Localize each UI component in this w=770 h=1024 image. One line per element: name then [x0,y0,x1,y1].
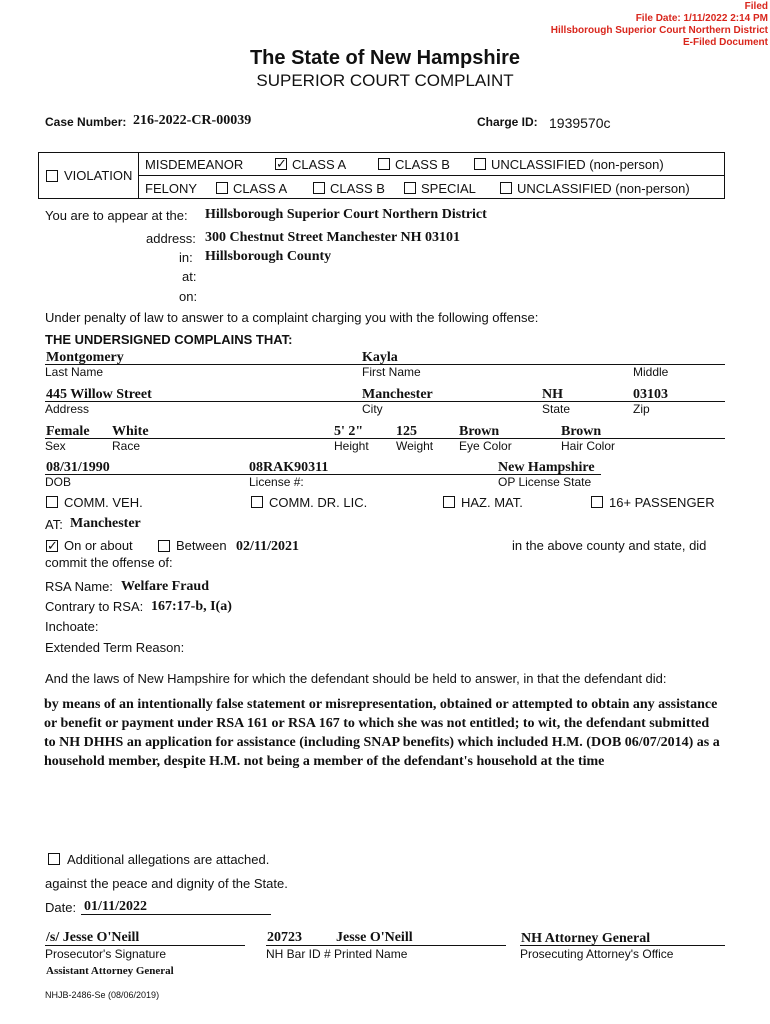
op-state-label: OP License State [498,475,592,489]
bar-id-underline [266,945,506,946]
offense-date: 02/11/2021 [236,539,300,554]
additional-allegations-checkbox[interactable] [48,853,60,865]
on-or-about-label: On or about [64,538,133,553]
zip-label: Zip [633,402,650,416]
court-address: 300 Chestnut Street Manchester NH 03101 [205,230,460,245]
misdemeanor-label: MISDEMEANOR [145,157,244,172]
fel-unclassified-checkbox[interactable] [500,182,512,194]
peace-text: against the peace and dignity of the State. [45,876,288,891]
op-state-value: New Hampshire [498,460,595,475]
charge-id-value: 1939570c [549,115,611,131]
fel-special-label: SPECIAL [421,181,476,196]
contrary-rsa-value: 167:17-b, I(a) [151,599,232,614]
date-value: 01/11/2022 [84,899,148,914]
extended-term-label: Extended Term Reason: [45,640,185,655]
hair-color-value: Brown [561,424,602,439]
license-value: 08RAK90311 [249,460,329,475]
comm-veh-label: COMM. VEH. [64,495,143,510]
misd-unclassified-label: UNCLASSIFIED (non-person) [491,157,664,172]
case-number-value: 216-2022-CR-00039 [133,113,252,128]
bar-id-label: NH Bar ID # Printed Name [266,947,408,961]
fel-special-checkbox[interactable] [404,182,416,194]
rsa-name-value: Welfare Fraud [121,579,210,594]
page-title: The State of New Hampshire [249,47,521,69]
date-label: Date: [45,900,77,915]
misd-class-b-checkbox[interactable] [378,158,390,170]
rsa-name-label: RSA Name: [45,579,113,594]
comm-dr-lic-label: COMM. DR. LIC. [269,495,368,510]
physical-underline [45,438,725,439]
eye-color-value: Brown [459,424,500,439]
dob-value: 08/31/1990 [46,460,110,475]
state-value: NH [542,387,563,402]
between-label: Between [176,538,227,553]
hair-color-label: Hair Color [561,439,616,453]
license-label: License #: [249,475,304,489]
signature-label: Prosecutor's Signature [45,947,167,961]
race-value: White [112,424,149,439]
complains-heading: THE UNDERSIGNED COMPLAINS THAT: [45,332,293,347]
felony-label: FELONY [145,181,198,196]
violation-checkbox[interactable] [46,170,58,182]
charge-id-label: Charge ID: [477,115,538,129]
fel-unclassified-label: UNCLASSIFIED (non-person) [517,181,690,196]
fel-class-a-label: CLASS A [233,181,288,196]
allegation-text: by means of an intentionally false statement or misrepresentation, obtained or attempted to obtain any assistance or benefit or payment under RSA 161 or RSA 167 to which she was not entitled; to wit, the defendant submitted to NH DHHS an application for assistance (including SNAP benefits) which included H.M. (DOB 06/07/2014) as a household member, despite H.M. not being a member of the defendant's household at the time [44,697,720,769]
height-value: 5' 2" [334,424,364,439]
inchoate-label: Inchoate: [45,619,99,634]
in-label: in: [179,250,193,265]
misd-unclassified-checkbox[interactable] [474,158,486,170]
laws-text: And the laws of New Hampshire for which the defendant should be held to answer, in that the defendant did: [45,671,667,686]
comm-veh-checkbox[interactable] [46,496,58,508]
filed-stamp-line: Hillsborough Superior Court Northern District [550,25,768,36]
city-value: Manchester [362,387,433,402]
on-label: on: [179,289,198,304]
court-name: Hillsborough Superior Court Northern District [205,207,487,222]
prosecutor-signature: /s/ Jesse O'Neill [46,930,140,945]
street-address-value: 445 Willow Street [46,387,152,402]
office-underline [520,945,725,946]
offense-at-value: Manchester [70,516,141,531]
case-number-label: Case Number: [45,115,127,129]
dob-label: DOB [45,475,72,489]
passenger-checkbox[interactable] [591,496,603,508]
office-value: NH Attorney General [521,931,651,946]
contrary-rsa-label: Contrary to RSA: [45,599,144,614]
filed-stamp [551,1,768,49]
comm-dr-lic-checkbox[interactable] [251,496,263,508]
address-label: Address [45,402,90,416]
county-state-text: in the above county and state, did [512,538,707,553]
sex-value: Female [46,424,90,439]
penalty-text: Under penalty of law to answer to a complaint charging you with the following offense: [45,310,539,325]
last-name-value: Montgomery [46,350,124,365]
state-label: State [542,402,571,416]
bar-id-value: 20723 [267,930,302,945]
misd-class-a-label: CLASS A [292,157,347,172]
fel-class-b-label: CLASS B [330,181,385,196]
filed-stamp-line: Filed [744,1,768,12]
commit-text: commit the offense of: [45,555,173,570]
weight-label: Weight [396,439,434,453]
haz-mat-checkbox[interactable] [443,496,455,508]
appear-label: You are to appear at the: [45,208,188,223]
office-label: Prosecuting Attorney's Office [520,947,674,961]
last-name-label: Last Name [45,365,104,379]
fel-class-b-checkbox[interactable] [313,182,325,194]
violation-label: VIOLATION [64,168,133,183]
misd-class-b-label: CLASS B [395,157,450,172]
on-or-about-checkbox[interactable] [46,540,58,552]
address-underline [45,401,725,402]
signature-underline [45,945,245,946]
offense-at-label: AT: [45,517,63,532]
sex-label: Sex [45,439,66,453]
at-label: at: [182,269,197,284]
date-underline [81,914,271,915]
haz-mat-label: HAZ. MAT. [461,495,523,510]
first-name-label: First Name [362,365,421,379]
passenger-label: 16+ PASSENGER [609,495,715,510]
misd-class-a-checkbox[interactable] [275,158,287,170]
county-name: Hillsborough County [205,249,332,264]
prosecutor-title: Assistant Attorney General [46,965,174,977]
filed-stamp-line: File Date: 1/11/2022 2:14 PM [635,13,768,24]
middle-name-label: Middle [633,365,669,379]
race-label: Race [112,439,141,453]
filed-stamp-line: E-Filed Document [682,37,768,48]
classification-row-divider [138,175,725,176]
first-name-value: Kayla [362,350,398,365]
between-checkbox[interactable] [158,540,170,552]
height-label: Height [334,439,369,453]
additional-allegations-label: Additional allegations are attached. [67,852,270,867]
zip-value: 03103 [633,387,668,402]
fel-class-a-checkbox[interactable] [216,182,228,194]
form-number: NHJB-2486-Se (08/06/2019) [45,990,160,1000]
address-label: address: [146,231,196,246]
check-mark-icon: ✓ [276,156,287,171]
printed-name-value: Jesse O'Neill [336,930,413,945]
check-mark-icon: ✓ [47,538,58,553]
city-label: City [362,402,383,416]
weight-value: 125 [396,424,417,439]
page-subtitle: SUPERIOR COURT COMPLAINT [256,71,514,90]
eye-color-label: Eye Color [459,439,512,453]
